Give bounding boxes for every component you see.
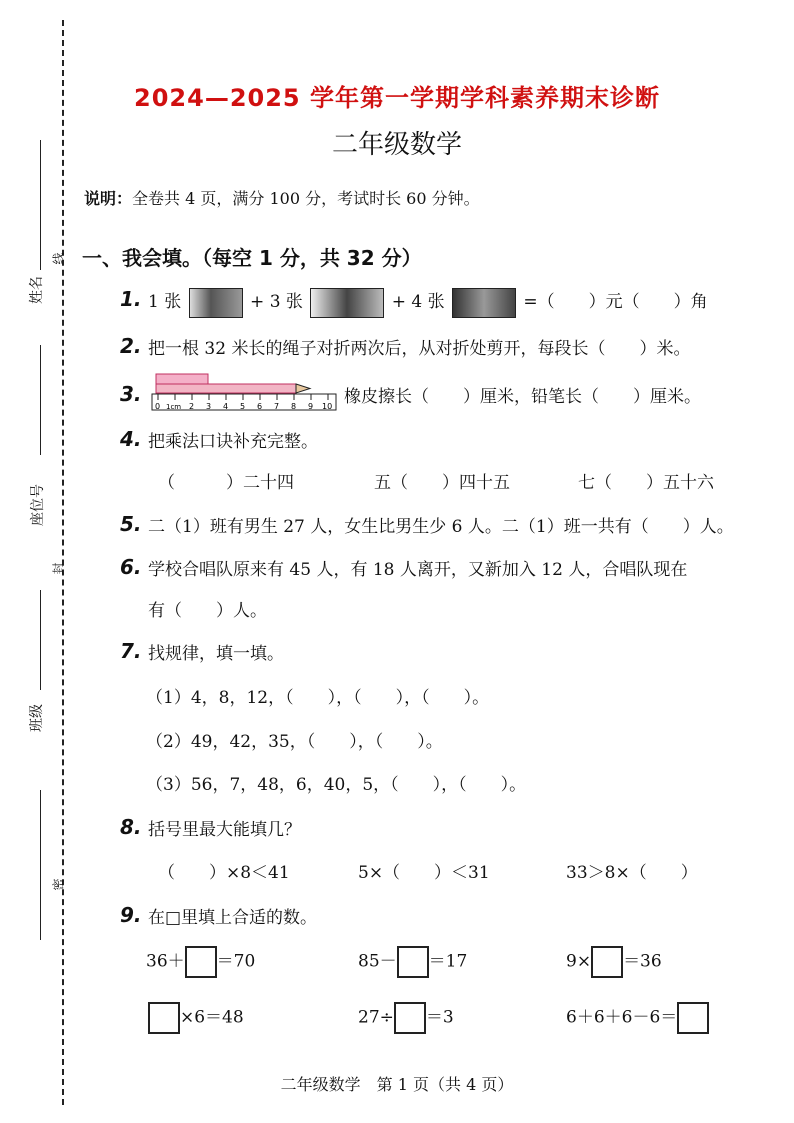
q9-eq-2 xyxy=(358,946,467,978)
q5-text: 二（1）班有男生 27 人，女生比男生少 6 人。二（1）班一共有（ ）人。 xyxy=(148,517,734,537)
q8-item-b: 5×（ ）＜31 xyxy=(358,863,490,883)
subject-title: 二年级数学 xyxy=(331,130,462,160)
seat-label: 座位号 xyxy=(30,484,46,526)
page-footer: 二年级数学 第 1 页（共 4 页） xyxy=(280,1075,514,1094)
banknote-100-image xyxy=(189,288,243,318)
q9-eq3-right: ＝36 xyxy=(623,951,662,972)
q2-text: 把一根 32 米长的绳子对折两次后，从对折处剪开，每段长（ ）米。 xyxy=(148,339,691,359)
q6-line2: 有（ ）人。 xyxy=(148,601,267,621)
ruler-tick-10: 10 xyxy=(322,402,333,411)
q1-part-a: 1 张 xyxy=(148,292,182,312)
q9-eq5-right: ＝3 xyxy=(425,1007,454,1028)
answer-box[interactable] xyxy=(397,946,429,978)
ruler-zero: 0 xyxy=(155,402,161,411)
q4-text: 把乘法口诀补充完整。 xyxy=(148,432,318,452)
q8-text: 括号里最大能填几？ xyxy=(148,820,301,840)
ruler-tick-2: 2 xyxy=(189,402,195,411)
q3-number: 3. xyxy=(120,382,142,406)
answer-box[interactable] xyxy=(148,1002,180,1034)
q1-part-b: + 3 张 xyxy=(250,292,303,312)
ruler-tick-9: 9 xyxy=(308,402,314,411)
q9-eq4-right: ×6＝48 xyxy=(180,1007,244,1028)
pencil-tip xyxy=(296,384,310,393)
class-label: 班级 xyxy=(29,704,45,732)
note-prefix: 说明： xyxy=(84,189,133,208)
q9-eq2-right: ＝17 xyxy=(428,951,468,972)
q5-number: 5. xyxy=(120,512,142,536)
q9-eq1-right: ＝70 xyxy=(216,951,256,972)
q4-item-b: 五（ ）四十五 xyxy=(374,473,510,493)
q7-sub3: （3）56，7，48，6，40，5，（ ），（ ）。 xyxy=(146,775,527,795)
q9-eq-3 xyxy=(566,946,662,978)
q1-number: 1. xyxy=(120,287,142,311)
q7-sub1: （1）4，8，12，（ ），（ ），（ ）。 xyxy=(146,688,490,708)
q9-eq3-left: 9× xyxy=(566,951,592,972)
name-label: 姓名 xyxy=(29,276,45,304)
answer-box[interactable] xyxy=(591,946,623,978)
q6-line1: 学校合唱队原来有 45 人，有 18 人离开，又新加入 12 人，合唱队现在 xyxy=(148,560,688,580)
ruler-tick-8: 8 xyxy=(291,402,297,411)
exam-title: 2024—2025 学年第一学期学科素养期末诊断 xyxy=(134,84,660,112)
q9-text: 在□里填上合适的数。 xyxy=(148,908,318,928)
q4-item-a: （ ）二十四 xyxy=(158,473,294,493)
class-write-line xyxy=(40,590,41,690)
q1-part-d: =（ ）元（ ）角 xyxy=(523,292,708,312)
q3-text: 橡皮擦长（ ）厘米，铅笔长（ ）厘米。 xyxy=(344,387,701,407)
banknote-1-jiao-image xyxy=(452,288,516,318)
seal-secret-char: 密 xyxy=(51,878,66,891)
section-title: 一、我会填。（每空 1 分，共 32 分） xyxy=(82,246,422,270)
q9-eq-5 xyxy=(358,1002,454,1034)
q4-number: 4. xyxy=(120,427,142,451)
ruler-tick-4: 4 xyxy=(223,402,229,411)
ruler-tick-7: 7 xyxy=(274,402,280,411)
q8-number: 8. xyxy=(120,815,142,839)
ruler-tick-6: 6 xyxy=(257,402,263,411)
extra-write-line xyxy=(40,790,41,940)
q9-eq-4 xyxy=(148,1002,244,1034)
q7-sub2: （2）49，42，35，（ ），（ ）。 xyxy=(146,732,443,752)
banknote-10-image xyxy=(310,288,384,318)
q9-eq6-left: 6＋6＋6－6＝ xyxy=(566,1007,678,1028)
q1-body xyxy=(148,287,708,318)
q8-item-a: （ ）×8＜41 xyxy=(158,863,290,883)
q7-text: 找规律，填一填。 xyxy=(148,644,284,664)
q9-eq-1 xyxy=(146,946,255,978)
q9-eq5-left: 27÷ xyxy=(358,1007,394,1028)
seat-write-line xyxy=(40,345,41,455)
ruler-tick-5: 5 xyxy=(240,402,246,411)
seal-seal-char: 封 xyxy=(51,562,66,575)
q9-eq2-left: 85－ xyxy=(358,951,397,972)
answer-box[interactable] xyxy=(677,1002,709,1034)
q1-part-c: + 4 张 xyxy=(391,292,445,312)
answer-box[interactable] xyxy=(394,1002,426,1034)
q6-number: 6. xyxy=(120,555,142,579)
ruler-pencil-eraser-figure xyxy=(150,372,340,412)
q2-number: 2. xyxy=(120,334,142,358)
q9-number: 9. xyxy=(120,903,142,927)
ruler-unit: 1cm xyxy=(166,403,182,411)
ruler-tick-3: 3 xyxy=(206,402,212,411)
pencil-body xyxy=(156,384,296,393)
exam-note xyxy=(84,186,480,209)
q9-eq1-left: 36＋ xyxy=(146,951,185,972)
q4-item-c: 七（ ）五十六 xyxy=(578,473,714,493)
note-text: 全卷共 4 页，满分 100 分，考试时长 60 分钟。 xyxy=(132,189,480,208)
seal-line-char: 线 xyxy=(51,252,66,265)
q9-eq-6 xyxy=(566,1002,709,1034)
answer-box[interactable] xyxy=(185,946,217,978)
q8-item-c: 33＞8×（ ） xyxy=(566,863,698,883)
q7-number: 7. xyxy=(120,639,142,663)
